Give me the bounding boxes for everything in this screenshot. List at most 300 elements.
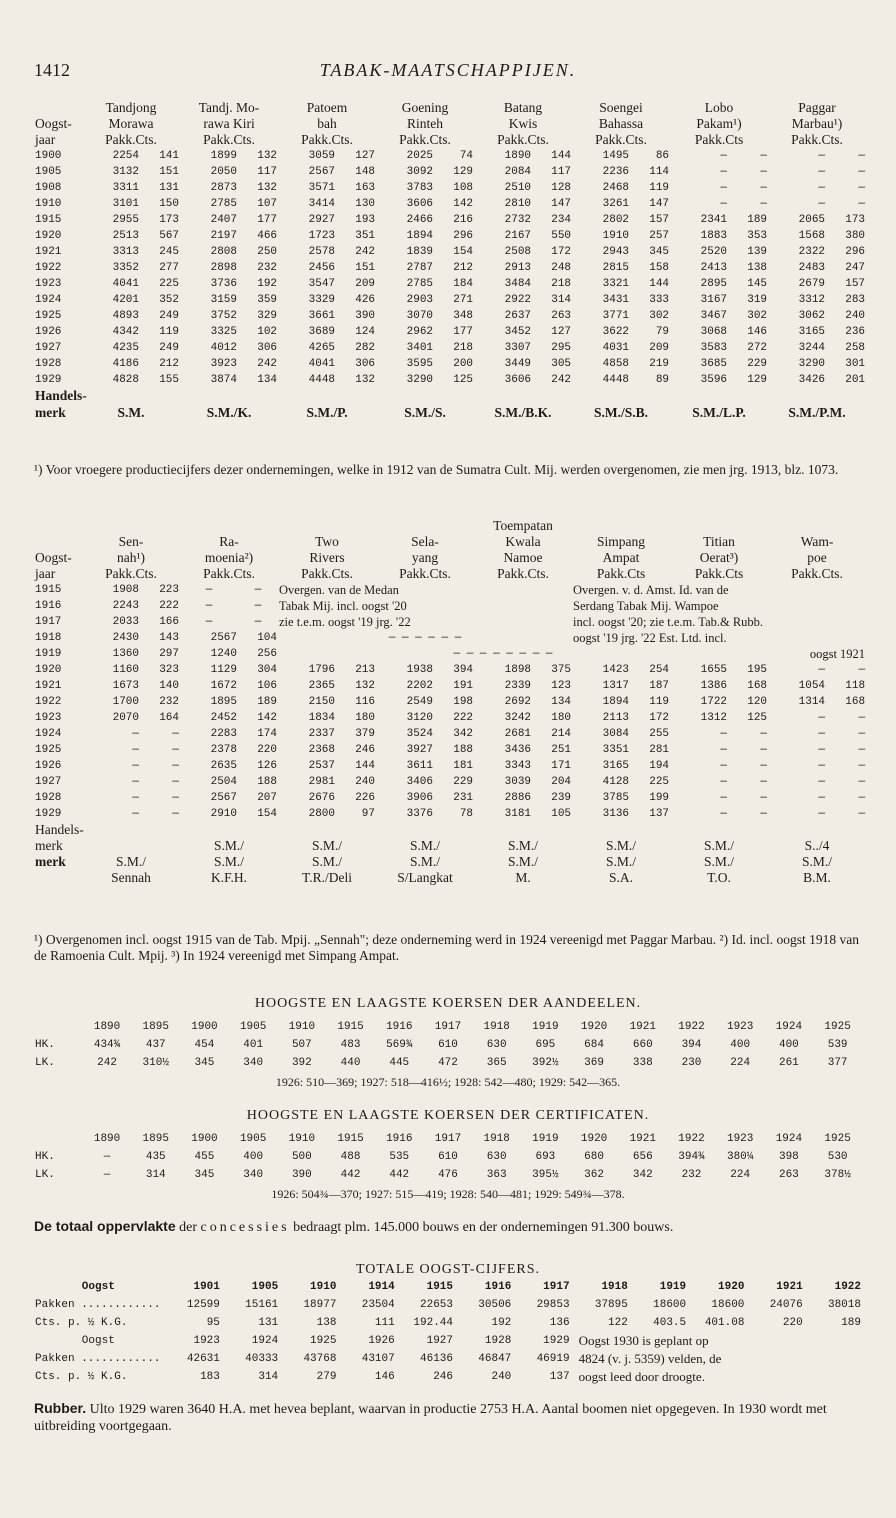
- table-cell: 119: [159, 326, 180, 338]
- hk-value: 500: [291, 1151, 312, 1163]
- cts-value: 95: [206, 1317, 220, 1329]
- oppervlakte-rest: bedraagt plm. 145.000 bouws en der ondernemingen 91.300 bouws.: [293, 1220, 674, 1235]
- table-cell: 2567: [210, 632, 237, 644]
- hk-row: [34, 1148, 862, 1166]
- lk-value: 395½: [532, 1169, 559, 1181]
- merk-label: merk: [35, 838, 63, 853]
- table-cell: —: [858, 776, 866, 788]
- column-header: Rivers: [309, 550, 345, 565]
- table-cell: 155: [159, 374, 180, 386]
- table-cell: —: [254, 584, 262, 596]
- lk-value: 476: [438, 1169, 458, 1181]
- table-cell: 128: [551, 182, 572, 194]
- lk-value: 362: [584, 1169, 604, 1181]
- table-cell: 2033: [112, 616, 139, 628]
- column-header: Pakk.Cts.: [497, 132, 549, 147]
- table-cell: 3059: [308, 150, 336, 162]
- merk-label: merk: [35, 854, 66, 869]
- table-cell: 3622: [602, 326, 630, 338]
- table-cell: 89: [655, 374, 670, 386]
- table-cell: 222: [159, 600, 179, 612]
- table-cell: 163: [355, 182, 376, 194]
- column-header: Namoe: [503, 550, 543, 565]
- table-cell: 352: [159, 294, 180, 306]
- column-header: Pakk.Cts.: [791, 132, 843, 147]
- table-cell: 223: [159, 584, 179, 596]
- year-header: 1910: [310, 1281, 337, 1293]
- table-row: [34, 212, 866, 228]
- table-cell: 195: [747, 664, 768, 676]
- pakken-label: Pakken ............: [35, 1299, 161, 1311]
- lk-value: 390: [291, 1169, 312, 1181]
- table-cell: 2025: [406, 150, 434, 162]
- pakken-value: 24076: [769, 1299, 803, 1311]
- lk-value: 365: [486, 1057, 507, 1069]
- table-cell: —: [858, 150, 866, 162]
- hk-value: 630: [486, 1151, 507, 1163]
- lk-value: 369: [584, 1057, 604, 1069]
- table-cell: 1923: [35, 712, 62, 724]
- table-cell: —: [818, 776, 826, 788]
- table-cell: 3611: [406, 760, 433, 772]
- table-cell: 2510: [504, 182, 532, 194]
- table-cell: 78: [459, 808, 474, 820]
- table-cell: 1925: [35, 310, 62, 322]
- cts-value: 220: [782, 1317, 803, 1329]
- table-cell: 394: [453, 664, 474, 676]
- table-cell: 1922: [35, 262, 62, 274]
- oppervlakte-spaced: concessies: [200, 1220, 290, 1235]
- merk-value: S.M./: [311, 838, 342, 853]
- table-cell: 3329: [308, 294, 336, 306]
- lk-value: 232: [681, 1169, 702, 1181]
- year-header: 1920: [718, 1281, 745, 1293]
- table-cell: 3092: [406, 166, 434, 178]
- lk-value: 378½: [824, 1169, 851, 1181]
- merk-value: S.M./: [213, 854, 244, 869]
- table-cell: 1920: [35, 664, 62, 676]
- table-row: [34, 356, 866, 372]
- table-cell: 232: [257, 262, 278, 274]
- hk-label: HK.: [35, 1039, 55, 1051]
- table-cell: 1054: [798, 680, 826, 692]
- table-cell: 2339: [504, 680, 532, 692]
- production-table-1: [34, 100, 866, 422]
- year-header: 1905: [251, 1281, 279, 1293]
- table-cell: —: [760, 182, 768, 194]
- lk-value: 345: [194, 1169, 215, 1181]
- table-cell: —: [858, 712, 866, 724]
- lk-value: 340: [243, 1169, 264, 1181]
- table-cell: 120: [747, 696, 768, 708]
- table-cell: 2927: [308, 214, 336, 226]
- table-cell: 3661: [308, 310, 336, 322]
- table-cell: 1920: [35, 230, 62, 242]
- table-cell: 333: [649, 294, 670, 306]
- koersen-aandeelen-title: HOOGSTE EN LAAGSTE KOERSEN DER AANDEELEN.: [254, 996, 642, 1011]
- table-cell: 174: [257, 728, 277, 740]
- table-cell: 342: [453, 728, 474, 740]
- table-cell: —: [760, 760, 768, 772]
- cts-value: 279: [316, 1371, 337, 1383]
- table-cell: 1722: [700, 696, 728, 708]
- table-cell: 305: [551, 358, 572, 370]
- handelsmerk-row: [34, 822, 866, 838]
- column-header: yang: [411, 550, 439, 565]
- table-cell: —: [205, 600, 213, 612]
- table-cell: 1926: [35, 760, 62, 772]
- table-cell: 306: [257, 342, 278, 354]
- column-header: Tandj. Mo-: [198, 100, 260, 115]
- table-cell: 3376: [406, 808, 433, 820]
- table-cell: 550: [551, 230, 572, 242]
- table-cell: 3431: [602, 294, 630, 306]
- table-cell: —: [132, 776, 139, 788]
- lk-value: 261: [778, 1057, 799, 1069]
- table-cell: 3874: [210, 374, 238, 386]
- lk-value: 230: [681, 1057, 702, 1069]
- table-cell: 222: [453, 712, 474, 724]
- table-cell: 198: [453, 696, 474, 708]
- table-cell: 231: [453, 792, 474, 804]
- table-cell: 132: [355, 680, 375, 692]
- table-cell: 105: [551, 808, 572, 820]
- table-cell: —: [132, 744, 139, 756]
- rubber-paragraph: [34, 1400, 862, 1435]
- table-cell: 125: [453, 374, 474, 386]
- column-header: Pakk.Cts.: [497, 566, 549, 581]
- table-cell: 245: [159, 246, 180, 258]
- table-cell: 2785: [210, 198, 238, 210]
- table-cell: 240: [845, 310, 866, 322]
- merk-value: S.M./: [115, 854, 146, 869]
- year-header: 1905: [239, 1021, 267, 1033]
- table-cell: 2886: [504, 792, 532, 804]
- merk-value: S.M.: [117, 405, 145, 420]
- merk-value: S.M./K.: [206, 405, 252, 420]
- table-cell: 2430: [112, 632, 139, 644]
- table-cell: 2567: [210, 792, 237, 804]
- oppervlakte-paragraph: [34, 1218, 862, 1236]
- column-header: Oerat³): [699, 550, 739, 565]
- table-cell: 3406: [406, 776, 433, 788]
- table-cell: 302: [649, 310, 670, 322]
- table-cell: 220: [257, 744, 277, 756]
- merk-label: merk: [35, 405, 66, 420]
- table-cell: 4448: [308, 374, 336, 386]
- cts-value: 138: [316, 1317, 337, 1329]
- header-row: [34, 132, 866, 148]
- pakken-value: 30506: [478, 1299, 512, 1311]
- merk-value: S.M./: [213, 838, 244, 853]
- table-cell: 3467: [700, 310, 728, 322]
- table-cell: 192: [257, 278, 278, 290]
- table-cell: 1910: [35, 198, 62, 210]
- table-cell: 353: [747, 230, 768, 242]
- table-row: [34, 710, 866, 726]
- table-cell: 104: [257, 632, 277, 644]
- koersen-certificaten-table: [34, 1130, 862, 1184]
- table-row: [34, 372, 866, 388]
- year-header: 1914: [368, 1281, 395, 1293]
- table-cell: —: [858, 808, 866, 820]
- table-cell: 3452: [504, 326, 532, 338]
- table-cell: 114: [649, 166, 670, 178]
- table-cell: 1929: [35, 374, 62, 386]
- header-row: [34, 534, 866, 550]
- koersen-aandeelen-extra: 1926: 510—369; 1927: 518—416½; 1928: 542—480; 1929: 542—365.: [275, 1075, 621, 1089]
- table-cell: 2113: [602, 712, 630, 724]
- table-cell: —: [818, 198, 826, 210]
- table-cell: 173: [845, 214, 866, 226]
- table-cell: 134: [551, 696, 572, 708]
- column-header: nah¹): [116, 550, 146, 565]
- table-cell: 4186: [112, 358, 139, 370]
- pakken-value: 18600: [653, 1299, 687, 1311]
- hk-value: 610: [438, 1151, 458, 1163]
- table-cell: 164: [159, 712, 179, 724]
- table-cell: 1923: [35, 278, 62, 290]
- koersen-certificaten-extra: 1926: 504¾—370; 1927: 515—419; 1928: 540—481; 1929: 549¾—378.: [271, 1187, 625, 1201]
- table-cell: 296: [845, 246, 866, 258]
- text-cell: Overgen. v. d. Amst. Id. van de: [573, 583, 729, 597]
- hk-value: 693: [535, 1151, 556, 1163]
- table-cell: 2236: [602, 166, 630, 178]
- cts-value: 192.44: [413, 1317, 454, 1329]
- table-cell: 2508: [504, 246, 532, 258]
- year-header: 1926: [368, 1335, 395, 1347]
- year-header: 1915: [337, 1021, 364, 1033]
- year-header: 1924: [251, 1335, 279, 1347]
- table-cell: 2873: [210, 182, 238, 194]
- koersen-aandeelen-table: [34, 1018, 862, 1072]
- table-cell: 132: [355, 374, 376, 386]
- hk-value: 454: [194, 1039, 215, 1051]
- table-cell: 4041: [112, 278, 139, 290]
- table-cell: [34, 534, 82, 550]
- table-cell: 107: [257, 198, 278, 210]
- table-cell: 3343: [504, 760, 532, 772]
- hk-value: 610: [438, 1039, 458, 1051]
- pakken-value: 29853: [536, 1299, 570, 1311]
- table-cell: 3068: [700, 326, 728, 338]
- lk-value: 340: [243, 1057, 264, 1069]
- year-header: 1919: [532, 1133, 559, 1145]
- table-cell: 106: [257, 680, 277, 692]
- table-cell: 2549: [406, 696, 433, 708]
- header-row: [34, 116, 866, 132]
- text-cell: Serdang Tabak Mij. Wampoe: [573, 599, 719, 613]
- table-cell: 2337: [308, 728, 335, 740]
- table-cell: 2050: [210, 166, 238, 178]
- table-cell: 1796: [308, 664, 335, 676]
- footnote-2: [34, 932, 862, 964]
- handelsmerk-label: Handels-: [35, 822, 84, 837]
- lk-value: 442: [340, 1169, 361, 1181]
- table-cell: 1926: [35, 326, 62, 338]
- year-header: 1900: [191, 1133, 218, 1145]
- table-cell: 184: [453, 278, 474, 290]
- table-cell: 212: [159, 358, 180, 370]
- column-header: Pakk.Cts.: [301, 132, 353, 147]
- table-cell: 1928: [35, 792, 62, 804]
- table-cell: 3736: [210, 278, 238, 290]
- table-cell: 216: [453, 214, 474, 226]
- table-row: [34, 164, 866, 180]
- table-cell: 1129: [210, 664, 237, 676]
- column-header: rawa Kiri: [203, 116, 255, 131]
- table-cell: —: [132, 760, 139, 772]
- table-cell: 2955: [112, 214, 139, 226]
- table-row: [34, 678, 866, 694]
- column-header: bah: [317, 116, 337, 131]
- table-cell: 191: [453, 680, 474, 692]
- lk-row: [34, 1054, 862, 1072]
- year-header: 1924: [775, 1133, 803, 1145]
- table-cell: 1700: [112, 696, 139, 708]
- hk-value: 535: [389, 1151, 410, 1163]
- text-cell: oogst leed door droogte.: [578, 1369, 705, 1384]
- table-cell: 129: [747, 374, 768, 386]
- table-cell: 199: [649, 792, 670, 804]
- table-cell: 2815: [602, 262, 630, 274]
- year-header: 1922: [678, 1021, 705, 1033]
- table-cell: 256: [257, 648, 277, 660]
- lk-value: 314: [145, 1169, 166, 1181]
- table-cell: 3244: [798, 342, 826, 354]
- column-header: Bahassa: [598, 116, 644, 131]
- column-header: Tandjong: [105, 100, 157, 115]
- table-cell: 2567: [308, 166, 336, 178]
- table-cell: 226: [355, 792, 375, 804]
- table-cell: 2243: [112, 600, 139, 612]
- table-cell: 1925: [35, 744, 62, 756]
- merk-value: S/Langkat: [397, 870, 453, 885]
- year-header: 1915: [426, 1281, 454, 1293]
- table-cell: 1927: [35, 342, 62, 354]
- hk-value: 630: [486, 1039, 507, 1051]
- table-cell: 2810: [504, 198, 532, 210]
- column-header: Pakk.Cts: [694, 566, 744, 581]
- table-cell: 116: [355, 696, 375, 708]
- table-cell: 4201: [112, 294, 139, 306]
- text-cell: incl. oogst '20; zie t.e.m. Tab.& Rubb.: [573, 615, 764, 629]
- table-cell: 4858: [602, 358, 630, 370]
- table-cell: —: [858, 182, 866, 194]
- table-cell: 157: [649, 214, 670, 226]
- table-cell: 146: [747, 326, 768, 338]
- table-cell: 172: [551, 246, 572, 258]
- table-cell: 3583: [700, 342, 728, 354]
- table-cell: 130: [355, 198, 376, 210]
- cts-row: [34, 1368, 862, 1386]
- table-cell: —: [818, 712, 826, 724]
- table-cell: 3352: [112, 262, 139, 274]
- year-header: 1922: [834, 1281, 861, 1293]
- year-header: 1916: [386, 1021, 413, 1033]
- oppervlakte-lead: De totaal oppervlakte: [34, 1218, 176, 1234]
- table-cell: 172: [649, 712, 670, 724]
- column-header: Goening: [401, 100, 449, 115]
- column-header: Ra-: [219, 534, 239, 549]
- rubber-text: Ulto 1929 waren 3640 H.A. met hevea beplant, waarvan in productie 2753 H.A. Aantal boomen niet opgegeven. In 1930 wordt met uitbreiding voortgegaan.: [34, 1402, 827, 1434]
- table-cell: 3325: [210, 326, 238, 338]
- table-cell: 86: [655, 150, 670, 162]
- table-cell: 144: [649, 278, 670, 290]
- table-cell: 229: [453, 776, 474, 788]
- table-cell: 375: [551, 664, 572, 676]
- cts-value: 137: [549, 1371, 570, 1383]
- table-cell: 102: [257, 326, 278, 338]
- table-row: [34, 742, 866, 758]
- pakken-value: 23504: [361, 1299, 395, 1311]
- column-header: Two: [315, 534, 339, 549]
- lk-value: 242: [97, 1057, 117, 1069]
- table-cell: 2913: [504, 262, 532, 274]
- lk-value: 392½: [532, 1057, 559, 1069]
- table-cell: 145: [747, 278, 768, 290]
- table-cell: 212: [453, 262, 474, 274]
- table-cell: 3311: [112, 182, 139, 194]
- table-cell: 302: [747, 310, 768, 322]
- table-cell: 351: [355, 230, 376, 242]
- table-cell: 466: [257, 230, 278, 242]
- table-cell: —: [760, 198, 768, 210]
- table-cell: 2197: [210, 230, 238, 242]
- year-header: 1925: [824, 1133, 851, 1145]
- table-cell: 225: [159, 278, 180, 290]
- pakken-value: 18977: [303, 1299, 337, 1311]
- table-cell: 168: [845, 696, 866, 708]
- column-header: Kwis: [508, 116, 538, 131]
- table-cell: 3436: [504, 744, 532, 756]
- lk-value: 338: [632, 1057, 653, 1069]
- table-cell: 3524: [406, 728, 433, 740]
- lk-value: 440: [340, 1057, 361, 1069]
- table-cell: 4448: [602, 374, 630, 386]
- hk-value: 455: [194, 1151, 215, 1163]
- table-cell: 166: [159, 616, 179, 628]
- column-header: Pakk.Cts.: [399, 566, 451, 581]
- table-cell: 3771: [602, 310, 630, 322]
- lk-value: 445: [389, 1057, 410, 1069]
- table-cell: 254: [649, 664, 670, 676]
- table-cell: 2578: [308, 246, 336, 258]
- column-header: poe: [807, 550, 827, 565]
- table-cell: —: [760, 728, 768, 740]
- table-cell: 249: [159, 310, 180, 322]
- table-cell: 1894: [602, 696, 630, 708]
- table-cell: —: [858, 760, 866, 772]
- cts-value: 189: [841, 1317, 861, 1329]
- table-cell: 2254: [112, 150, 139, 162]
- table-cell: 2378: [210, 744, 237, 756]
- year-header: 1928: [484, 1335, 512, 1347]
- table-cell: 1386: [700, 680, 728, 692]
- table-cell: 2456: [308, 262, 336, 274]
- table-cell: 132: [257, 182, 278, 194]
- year-header: 1917: [434, 1133, 462, 1145]
- table-cell: 177: [453, 326, 474, 338]
- column-header: Pakk.Cts.: [399, 132, 451, 147]
- year-header: 1900: [191, 1021, 218, 1033]
- table-cell: 127: [551, 326, 572, 338]
- cts-value: 401.08: [704, 1317, 745, 1329]
- table-cell: 194: [649, 760, 670, 772]
- lk-label: LK.: [35, 1169, 55, 1181]
- table-cell: 144: [355, 760, 375, 772]
- table-cell: 246: [355, 744, 375, 756]
